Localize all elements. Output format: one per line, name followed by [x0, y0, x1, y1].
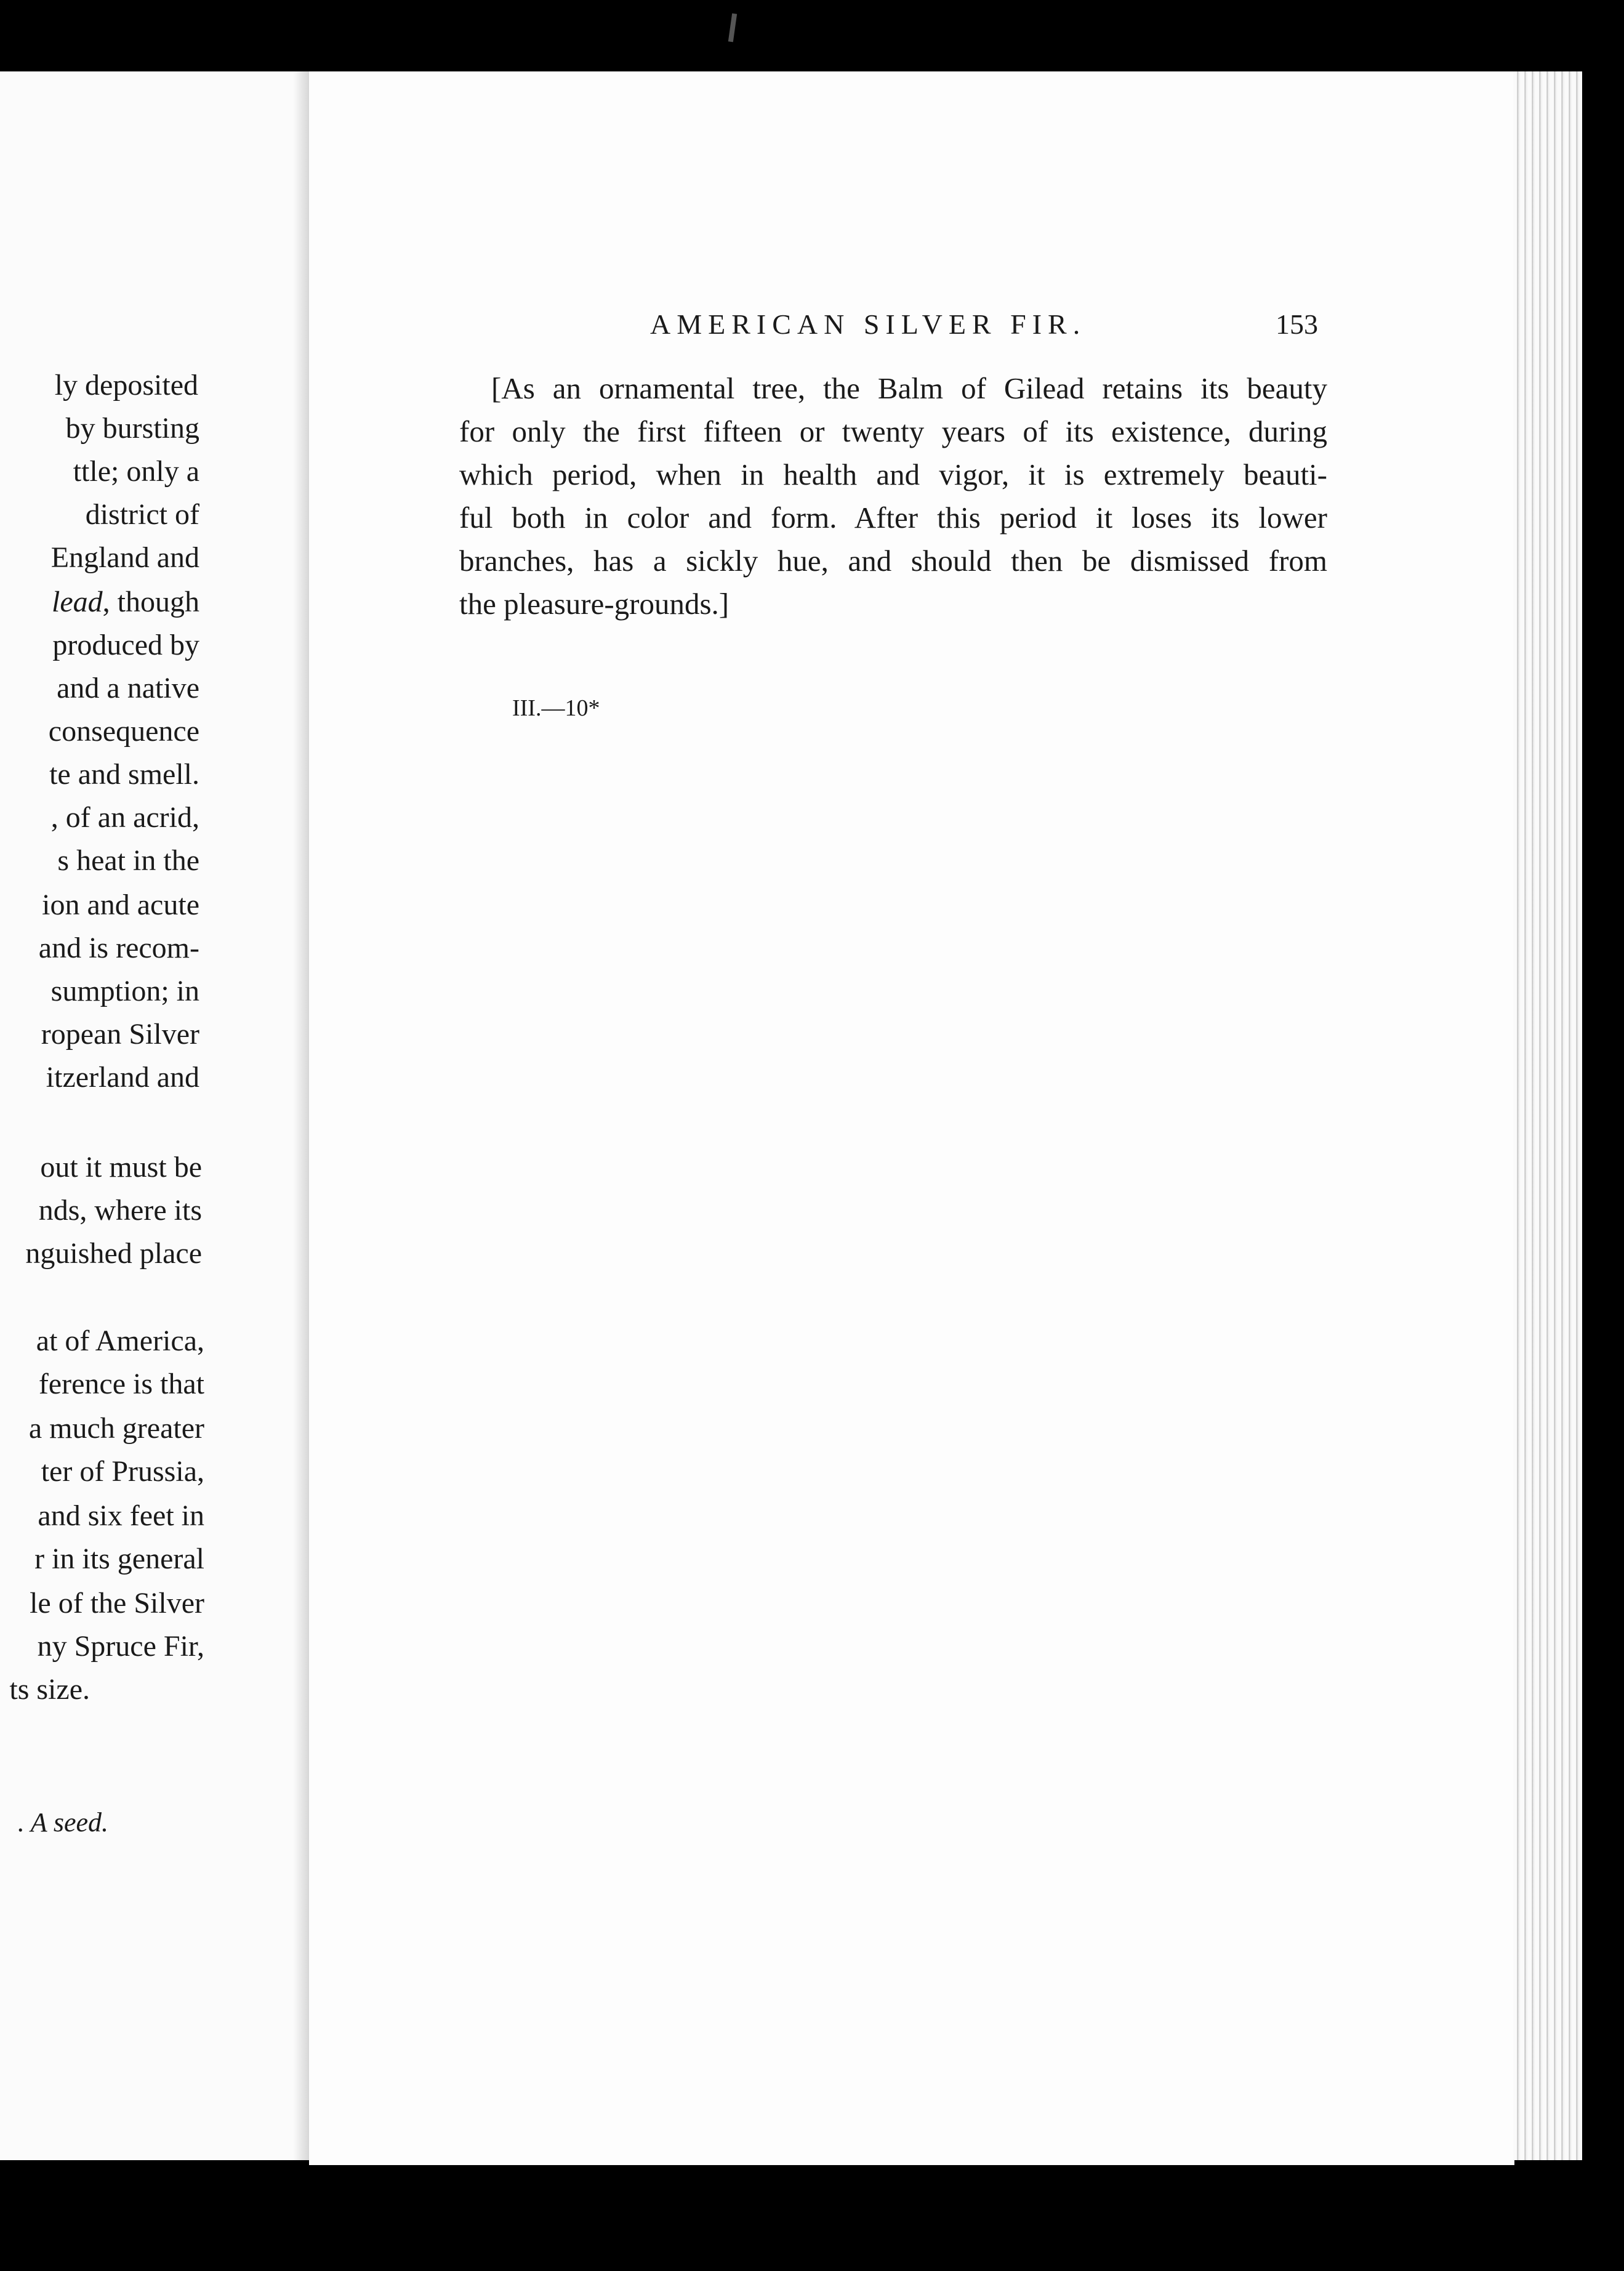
- left-line: ion and acute: [42, 889, 199, 921]
- left-line: ter of Prussia,: [41, 1455, 204, 1488]
- left-line-rest: , though: [102, 586, 199, 618]
- left-line: and is recom-: [38, 932, 199, 964]
- left-line: consequence: [48, 715, 199, 748]
- page-number: 153: [1276, 309, 1318, 340]
- paragraph: [459, 367, 1327, 626]
- left-page: [0, 71, 313, 2160]
- left-line: , of an acrid,: [50, 801, 199, 834]
- left-line: te and smell.: [49, 758, 199, 791]
- left-line: at of America,: [36, 1325, 204, 1357]
- paragraph-line: [As an ornamental tree, the Balm of Gilead retains its beauty: [491, 371, 1327, 405]
- left-line: ly deposited: [54, 369, 198, 401]
- paragraph-line: ful both in color and form. After this period it loses its lower: [459, 501, 1327, 534]
- left-line: ttle; only a: [73, 455, 199, 488]
- left-line: itzerland and: [46, 1061, 199, 1094]
- left-line: ference is that: [38, 1368, 204, 1400]
- left-line: sumption; in: [50, 975, 199, 1007]
- left-line: nguished place: [25, 1237, 202, 1270]
- left-line: r in its general: [34, 1543, 204, 1575]
- left-line: and six feet in: [38, 1499, 204, 1532]
- caption-italic: A seed.: [30, 1807, 108, 1837]
- scan-mark: [728, 14, 737, 42]
- left-line-italic: [52, 587, 199, 617]
- left-line: ts size.: [9, 1673, 90, 1706]
- left-line: district of: [85, 498, 199, 531]
- left-line: produced by: [52, 629, 199, 661]
- left-line: by bursting: [65, 412, 199, 445]
- left-line: s heat in the: [57, 844, 199, 877]
- left-line: a much greater: [28, 1412, 204, 1445]
- left-line: and a native: [57, 672, 199, 704]
- left-line: ropean Silver: [41, 1018, 199, 1051]
- paragraph-line: branches, has a sickly hue, and should then be dismissed from: [459, 544, 1327, 578]
- caption-prefix: .: [17, 1807, 31, 1837]
- figure-caption: [17, 1807, 108, 1838]
- signature-mark: III.—10*: [512, 695, 600, 721]
- left-line: ny Spruce Fir,: [37, 1630, 204, 1663]
- running-head: AMERICAN SILVER FIR.: [650, 309, 1087, 340]
- left-line: le of the Silver: [30, 1587, 204, 1620]
- left-line: England and: [50, 541, 199, 574]
- left-line-italic-part: lead: [52, 586, 103, 618]
- paragraph-line: for only the first fifteen or twenty years of its existence, during: [459, 414, 1327, 448]
- left-line: nds, where its: [38, 1194, 202, 1227]
- paragraph-line: the pleasure-grounds.]: [459, 587, 730, 621]
- page-edges: [1513, 71, 1582, 2160]
- paragraph-line: which period, when in health and vigor, it is extremely beauti-: [459, 458, 1327, 491]
- left-line: out it must be: [40, 1151, 202, 1184]
